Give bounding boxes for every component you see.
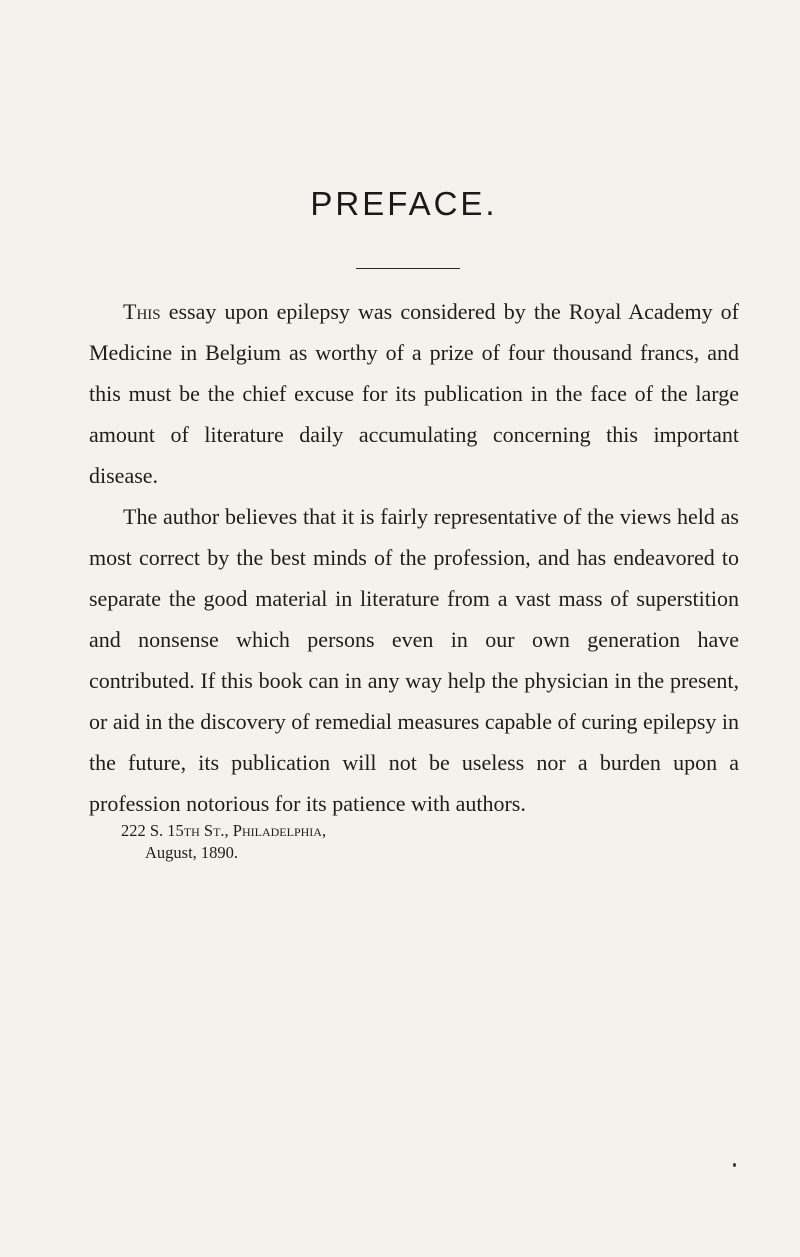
paragraph-1-lead-word: This <box>123 299 161 324</box>
paper-speck <box>733 1163 736 1167</box>
title-rule-divider <box>356 268 460 269</box>
paragraph-1-text: essay upon epilepsy was considered by the Royal Academy of Medicine in Belgium as worthy of a prize of four thousand francs, and this must be the chief excuse for its publication in the face of the large amount of literature daily accumulating concerning this important disease. <box>89 299 739 488</box>
signature-address: 222 S. 15th St., Philadelphia, <box>121 821 327 840</box>
preface-body <box>89 291 739 824</box>
paragraph-2: The author believes that it is fairly representative of the views held as most correct by the best minds of the profession, and has endeavored to separate the good material in literature from a vast mass of superstition and nonsense which persons even in our own generation have contributed. If this book can in any way help the physician in the present, or aid in the discovery of remedial measures capable of curing epilepsy in the future, its publication will not be useless nor a burden upon a profession notorious for its patience with authors. <box>89 504 739 816</box>
signature-date: August, 1890. <box>145 843 239 862</box>
page-title: PREFACE. <box>310 185 498 222</box>
signature-block <box>121 820 326 864</box>
paragraph-1 <box>89 291 739 496</box>
